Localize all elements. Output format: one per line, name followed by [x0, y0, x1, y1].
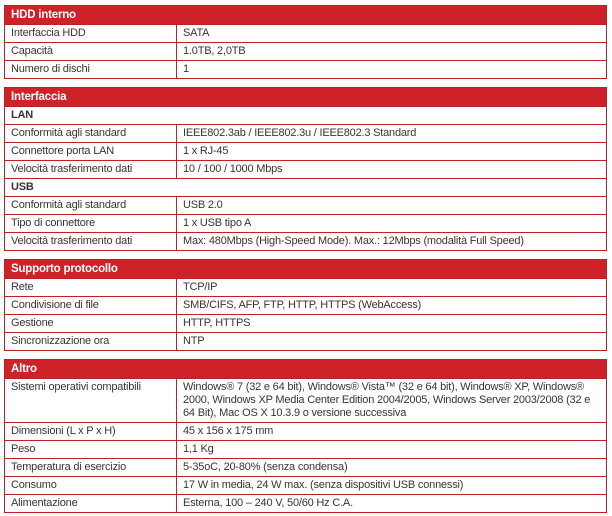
spec-row: [5, 440, 606, 458]
spec-value: 1 x RJ-45: [183, 145, 229, 157]
spec-row: [5, 296, 606, 314]
spec-label: Sistemi operativi compatibili: [5, 379, 177, 422]
spec-subheader: LAN: [11, 109, 34, 121]
spec-label: Dimensioni (L x P x H): [5, 423, 177, 440]
spec-label: Conformità agli standard: [5, 197, 177, 214]
spec-row: [5, 278, 606, 296]
spec-row: [5, 422, 606, 440]
spec-row: [5, 232, 606, 250]
spec-row: [5, 378, 606, 422]
section-body: [5, 378, 606, 512]
section-header: Supporto protocollo: [5, 260, 606, 278]
section-header: Interfaccia: [5, 88, 606, 106]
spec-label: Consumo: [5, 477, 177, 494]
spec-row: [5, 332, 606, 350]
spec-label: Tipo di connettore: [5, 215, 177, 232]
spec-row: [5, 60, 606, 78]
spec-row: [5, 196, 606, 214]
spec-row: [5, 476, 606, 494]
spec-value: IEEE802.3ab / IEEE802.3u / IEEE802.3 Standard: [183, 127, 417, 139]
spec-label: Capacità: [5, 43, 177, 60]
spec-section-2: [4, 259, 607, 351]
spec-value: 1,1 Kg: [183, 443, 214, 455]
spec-value: 10 / 100 / 1000 Mbps: [183, 163, 283, 175]
spec-label: Condivisione di file: [5, 297, 177, 314]
spec-label: Conformità agli standard: [5, 125, 177, 142]
spec-row: [5, 142, 606, 160]
spec-value: USB 2.0: [183, 199, 223, 211]
spec-subheader-row: [5, 106, 606, 124]
spec-value: TCP/IP: [183, 281, 218, 293]
spec-value: SATA: [183, 27, 210, 39]
spec-row: [5, 160, 606, 178]
spec-label: Numero di dischi: [5, 61, 177, 78]
spec-value: Windows® 7 (32 e 64 bit), Windows® Vista™ (32 e 64 bit), Windows® XP, Windows® 2000, Windows XP Media Center Edition 2004/2005, Windows Server 2003/2008 (32 e 64 Bit), Mac OS X 10.3.9 o versione successiva: [183, 381, 591, 419]
section-header: HDD interno: [5, 6, 606, 24]
spec-section-1: [4, 87, 607, 251]
spec-row: [5, 42, 606, 60]
spec-row: [5, 494, 606, 512]
spec-value: 1 x USB tipo A: [183, 217, 252, 229]
spec-value: Esterna, 100 – 240 V, 50/60 Hz C.A.: [183, 497, 353, 509]
section-body: [5, 278, 606, 350]
spec-label: Peso: [5, 441, 177, 458]
section-body: [5, 24, 606, 78]
spec-subheader-row: [5, 178, 606, 196]
spec-value: 1.0TB, 2,0TB: [183, 45, 246, 57]
spec-row: [5, 458, 606, 476]
spec-value: HTTP, HTTPS: [183, 317, 251, 329]
section-body: [5, 106, 606, 250]
spec-value: Max: 480Mbps (High-Speed Mode). Max.: 12Mbps (modalità Full Speed): [183, 235, 524, 247]
spec-row: [5, 314, 606, 332]
spec-label: Interfaccia HDD: [5, 25, 177, 42]
spec-value: 17 W in media, 24 W max. (senza dispositivi USB connessi): [183, 479, 464, 491]
spec-subheader: USB: [11, 181, 34, 193]
spec-value: SMB/CIFS, AFP, FTP, HTTP, HTTPS (WebAccess): [183, 299, 422, 311]
spec-label: Alimentazione: [5, 495, 177, 512]
spec-value: 1: [183, 63, 189, 75]
spec-value: 45 x 156 x 175 mm: [183, 425, 274, 437]
spec-label: Gestione: [5, 315, 177, 332]
spec-label: Velocità trasferimento dati: [5, 161, 177, 178]
spec-value: NTP: [183, 335, 205, 347]
spec-label: Temperatura di esercizio: [5, 459, 177, 476]
spec-row: [5, 214, 606, 232]
spec-section-0: [4, 5, 607, 79]
spec-label: Connettore porta LAN: [5, 143, 177, 160]
spec-label: Velocità trasferimento dati: [5, 233, 177, 250]
spec-value: 5-35oC, 20-80% (senza condensa): [183, 461, 348, 473]
spec-row: [5, 24, 606, 42]
spec-row: [5, 124, 606, 142]
section-header: Altro: [5, 360, 606, 378]
spec-section-3: [4, 359, 607, 513]
spec-label: Rete: [5, 279, 177, 296]
spec-label: Sincronizzazione ora: [5, 333, 177, 350]
